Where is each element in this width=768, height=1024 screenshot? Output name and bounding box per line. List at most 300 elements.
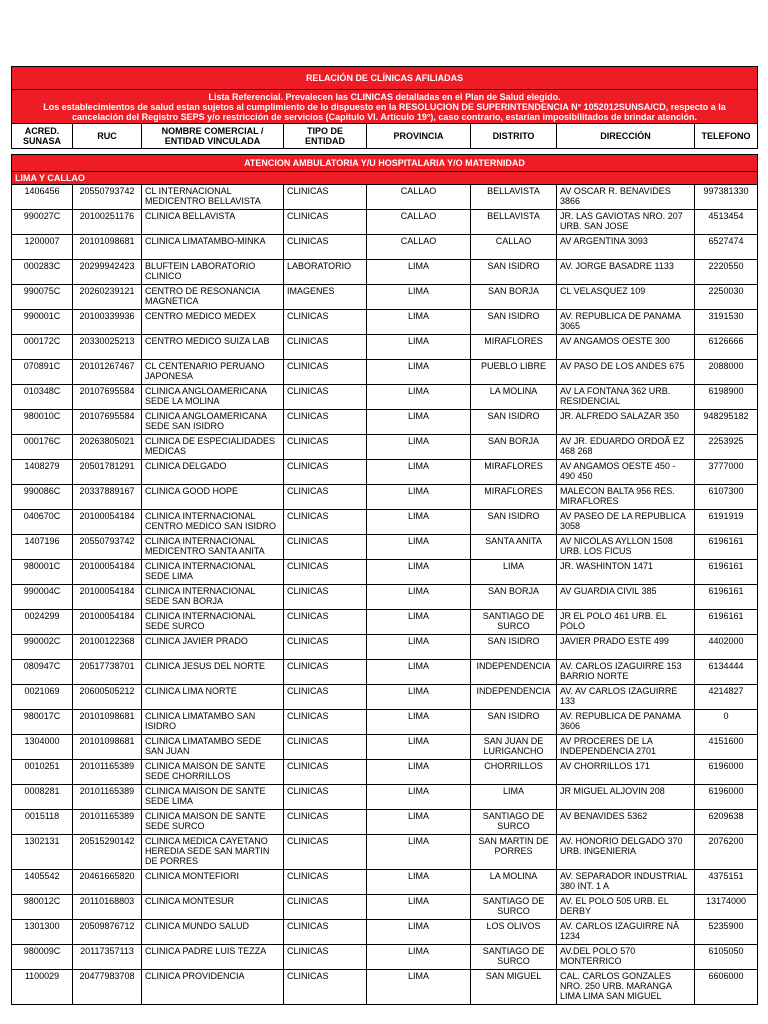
provincia-cell: LIMA: [367, 685, 471, 710]
acred-cell: 0024299: [12, 610, 73, 635]
direccion-cell: AV.DEL POLO 570 MONTERRICO: [557, 945, 695, 970]
ruc-cell: 20101165389: [73, 785, 142, 810]
nombre-cell: CLINICA DELGADO: [142, 460, 284, 485]
table-row: [12, 970, 758, 1005]
ruc-cell: 20101098681: [73, 735, 142, 760]
direccion-cell: AV GUARDIA CIVIL 385: [557, 585, 695, 610]
provincia-cell: LIMA: [367, 635, 471, 660]
nombre-cell: CLINICA LIMATAMBO SAN ISIDRO: [142, 710, 284, 735]
note-line-1: Lista Referencial. Prevalecen las CLINICAS detalladas en el Plan de Salud elegido.: [208, 91, 561, 102]
tipo-cell: CLINICAS: [284, 360, 367, 385]
telefono-cell: 6209638: [695, 810, 758, 835]
telefono-cell: 6198900: [695, 385, 758, 410]
acred-cell: 1200007: [12, 235, 73, 260]
ruc-cell: 20101165389: [73, 760, 142, 785]
tipo-cell: CLINICAS: [284, 560, 367, 585]
acred-cell: 070891C: [12, 360, 73, 385]
distrito-cell: INDEPENDENCIA: [471, 660, 557, 685]
provincia-cell: LIMA: [367, 260, 471, 285]
provincia-cell: LIMA: [367, 310, 471, 335]
acred-cell: 990075C: [12, 285, 73, 310]
telefono-cell: 3191530: [695, 310, 758, 335]
note-row: [12, 90, 758, 124]
provincia-cell: LIMA: [367, 760, 471, 785]
nombre-cell: BLUFTEIN LABORATORIO CLINICO: [142, 260, 284, 285]
nombre-cell: CLINICA INTERNACIONAL CENTRO MEDICO SAN ISIDRO: [142, 510, 284, 535]
nombre-cell: CLINICA MUNDO SALUD: [142, 920, 284, 945]
col-direccion: DIRECCIÓN: [557, 124, 695, 149]
acred-cell: 000176C: [12, 435, 73, 460]
direccion-cell: AV. EL POLO 505 URB. EL DERBY: [557, 895, 695, 920]
distrito-cell: LIMA: [471, 560, 557, 585]
distrito-cell: SAN BORJA: [471, 585, 557, 610]
distrito-cell: SANTIAGO DE SURCO: [471, 895, 557, 920]
distrito-cell: SAN ISIDRO: [471, 260, 557, 285]
direccion-cell: CAL. CARLOS GONZALES NRO. 250 URB. MARANGA LIMA LIMA SAN MIGUEL: [557, 970, 695, 1005]
acred-cell: 0008281: [12, 785, 73, 810]
distrito-cell: SAN JUAN DE LURIGANCHO: [471, 735, 557, 760]
distrito-cell: SAN ISIDRO: [471, 635, 557, 660]
telefono-cell: 6196000: [695, 760, 758, 785]
table-row: [12, 635, 758, 660]
telefono-cell: 4513454: [695, 210, 758, 235]
tipo-cell: CLINICAS: [284, 945, 367, 970]
provincia-cell: LIMA: [367, 585, 471, 610]
page-title: RELACIÓN DE CLÍNICAS AFILIADAS: [12, 67, 758, 90]
telefono-cell: 4151600: [695, 735, 758, 760]
table-row: [12, 485, 758, 510]
distrito-cell: SANTIAGO DE SURCO: [471, 810, 557, 835]
telefono-cell: 6126666: [695, 335, 758, 360]
ruc-cell: 20515290142: [73, 835, 142, 870]
ruc-cell: 20100054184: [73, 510, 142, 535]
table-row: [12, 410, 758, 435]
distrito-cell: SAN ISIDRO: [471, 510, 557, 535]
ruc-cell: 20117357113: [73, 945, 142, 970]
distrito-cell: CHORRILLOS: [471, 760, 557, 785]
distrito-cell: SANTIAGO DE SURCO: [471, 945, 557, 970]
distrito-cell: SAN BORJA: [471, 435, 557, 460]
direccion-cell: AV ANGAMOS OESTE 300: [557, 335, 695, 360]
acred-cell: 1407196: [12, 535, 73, 560]
telefono-cell: 4402000: [695, 635, 758, 660]
acred-cell: 000283C: [12, 260, 73, 285]
direccion-cell: JR. WASHINTON 1471: [557, 560, 695, 585]
ruc-cell: 20100054184: [73, 560, 142, 585]
direccion-cell: CL VELASQUEZ 109: [557, 285, 695, 310]
ruc-cell: 20337889167: [73, 485, 142, 510]
ruc-cell: 20101267467: [73, 360, 142, 385]
provincia-cell: LIMA: [367, 870, 471, 895]
telefono-cell: 4214827: [695, 685, 758, 710]
direccion-cell: JR EL POLO 461 URB. EL POLO: [557, 610, 695, 635]
tipo-cell: CLINICAS: [284, 510, 367, 535]
distrito-cell: LOS OLIVOS: [471, 920, 557, 945]
direccion-cell: AV. SEPARADOR INDUSTRIAL 380 INT. 1 A: [557, 870, 695, 895]
acred-cell: 000172C: [12, 335, 73, 360]
provincia-cell: LIMA: [367, 735, 471, 760]
distrito-cell: LA MOLINA: [471, 385, 557, 410]
tipo-cell: CLINICAS: [284, 335, 367, 360]
nombre-cell: CLINICA INTERNACIONAL MEDICENTRO SANTA ANITA: [142, 535, 284, 560]
ruc-cell: 20517738701: [73, 660, 142, 685]
table-row: [12, 510, 758, 535]
telefono-cell: 2253925: [695, 435, 758, 460]
distrito-cell: MIRAFLORES: [471, 335, 557, 360]
ruc-cell: 20461665820: [73, 870, 142, 895]
acred-cell: 980012C: [12, 895, 73, 920]
provincia-cell: LIMA: [367, 485, 471, 510]
nombre-cell: CENTRO MEDICO MEDEX: [142, 310, 284, 335]
tipo-cell: CLINICAS: [284, 635, 367, 660]
ruc-cell: 20299942423: [73, 260, 142, 285]
telefono-cell: 6196161: [695, 535, 758, 560]
telefono-cell: 6606000: [695, 970, 758, 1005]
table-row: [12, 660, 758, 685]
nombre-cell: CLINICA MAISON DE SANTE SEDE SURCO: [142, 810, 284, 835]
ruc-cell: 20101098681: [73, 235, 142, 260]
provincia-cell: LIMA: [367, 710, 471, 735]
distrito-cell: BELLAVISTA: [471, 210, 557, 235]
tipo-cell: CLINICAS: [284, 535, 367, 560]
table-row: [12, 870, 758, 895]
provincia-cell: LIMA: [367, 535, 471, 560]
direccion-cell: AV CHORRILLOS 171: [557, 760, 695, 785]
acred-cell: 1304000: [12, 735, 73, 760]
distrito-cell: INDEPENDENCIA: [471, 685, 557, 710]
distrito-cell: PUEBLO LIBRE: [471, 360, 557, 385]
ruc-cell: 20100122368: [73, 635, 142, 660]
direccion-cell: AV PASEO DE LA REPUBLICA 3058: [557, 510, 695, 535]
direccion-cell: AV NICOLAS AYLLON 1508 URB. LOS FICUS: [557, 535, 695, 560]
table-row: [12, 710, 758, 735]
table-row: [12, 945, 758, 970]
ruc-cell: 20550793742: [73, 535, 142, 560]
direccion-cell: JR MIGUEL ALJOVIN 208: [557, 785, 695, 810]
provincia-cell: LIMA: [367, 945, 471, 970]
tipo-cell: CLINICAS: [284, 835, 367, 870]
distrito-cell: SAN MARTIN DE PORRES: [471, 835, 557, 870]
acred-cell: 080947C: [12, 660, 73, 685]
tipo-cell: CLINICAS: [284, 585, 367, 610]
telefono-cell: 6105050: [695, 945, 758, 970]
nombre-cell: CENTRO DE RESONANCIA MAGNETICA: [142, 285, 284, 310]
section-title: ATENCION AMBULATORIA Y/U HOSPITALARIA Y/O MATERNIDAD: [12, 155, 758, 172]
table-row: [12, 210, 758, 235]
nombre-cell: CLINICA INTERNACIONAL SEDE LIMA: [142, 560, 284, 585]
tipo-cell: CLINICAS: [284, 970, 367, 1005]
table-row: [12, 385, 758, 410]
acred-cell: 980010C: [12, 410, 73, 435]
table-row: [12, 310, 758, 335]
nombre-cell: CLINICA MEDICA CAYETANO HEREDIA SEDE SAN MARTIN DE PORRES: [142, 835, 284, 870]
acred-cell: 990001C: [12, 310, 73, 335]
tipo-cell: CLINICAS: [284, 710, 367, 735]
acred-cell: 980017C: [12, 710, 73, 735]
distrito-cell: SANTA ANITA: [471, 535, 557, 560]
tipo-cell: CLINICAS: [284, 785, 367, 810]
acred-cell: 0015118: [12, 810, 73, 835]
nombre-cell: CLINICA BELLAVISTA: [142, 210, 284, 235]
tipo-cell: CLINICAS: [284, 920, 367, 945]
ruc-cell: 20501781291: [73, 460, 142, 485]
direccion-cell: AV PASO DE LOS ANDES 675: [557, 360, 695, 385]
distrito-cell: CALLAO: [471, 235, 557, 260]
ruc-cell: 20100339936: [73, 310, 142, 335]
acred-cell: 1405542: [12, 870, 73, 895]
table-row: [12, 785, 758, 810]
distrito-cell: BELLAVISTA: [471, 185, 557, 210]
nombre-cell: CLINICA LIMATAMBO-MINKA: [142, 235, 284, 260]
table-row: [12, 235, 758, 260]
telefono-cell: 3777000: [695, 460, 758, 485]
table-row: [12, 920, 758, 945]
nombre-cell: CLINICA JAVIER PRADO: [142, 635, 284, 660]
column-header-row: [12, 124, 758, 149]
group-row: [12, 172, 758, 185]
direccion-cell: JR. ALFREDO SALAZAR 350: [557, 410, 695, 435]
direccion-cell: AV. CARLOS IZAGUIRRE NÂ 1234: [557, 920, 695, 945]
provincia-cell: CALLAO: [367, 185, 471, 210]
ruc-cell: 20107695584: [73, 385, 142, 410]
tipo-cell: CLINICAS: [284, 460, 367, 485]
acred-cell: 990004C: [12, 585, 73, 610]
nombre-cell: CL CENTENARIO PERUANO JAPONESA: [142, 360, 284, 385]
tipo-cell: CLINICAS: [284, 385, 367, 410]
note-line-3: cancelación del Registro SEPS y/o restricción de servicios (Capitulo VI. Artículo 19°), caso contrario, estarían imposibilitados de brindar atención.: [72, 111, 697, 122]
acred-cell: 1406456: [12, 185, 73, 210]
telefono-cell: 948295182: [695, 410, 758, 435]
telefono-cell: 6527474: [695, 235, 758, 260]
nombre-cell: CENTRO MEDICO SUIZA LAB: [142, 335, 284, 360]
provincia-cell: LIMA: [367, 920, 471, 945]
ruc-cell: 20260239121: [73, 285, 142, 310]
direccion-cell: AV. REPUBLICA DE PANAMA 3606: [557, 710, 695, 735]
distrito-cell: SAN ISIDRO: [471, 410, 557, 435]
table-row: [12, 435, 758, 460]
telefono-cell: 2250030: [695, 285, 758, 310]
direccion-cell: AV ANGAMOS OESTE 450 - 490 450: [557, 460, 695, 485]
tipo-cell: CLINICAS: [284, 870, 367, 895]
distrito-cell: LA MOLINA: [471, 870, 557, 895]
distrito-cell: LIMA: [471, 785, 557, 810]
provincia-cell: LIMA: [367, 560, 471, 585]
distrito-cell: MIRAFLORES: [471, 485, 557, 510]
ruc-cell: 20550793742: [73, 185, 142, 210]
provincia-cell: CALLAO: [367, 210, 471, 235]
tipo-cell: IMAGENES: [284, 285, 367, 310]
section-row: [12, 155, 758, 172]
tipo-cell: CLINICAS: [284, 485, 367, 510]
nombre-cell: CLINICA LIMATAMBO SEDE SAN JUAN: [142, 735, 284, 760]
nombre-cell: CL INTERNACIONAL MEDICENTRO BELLAVISTA: [142, 185, 284, 210]
table-row: [12, 585, 758, 610]
tipo-cell: CLINICAS: [284, 310, 367, 335]
telefono-cell: 997381330: [695, 185, 758, 210]
provincia-cell: LIMA: [367, 335, 471, 360]
nombre-cell: CLINICA JESUS DEL NORTE: [142, 660, 284, 685]
acred-cell: 0010251: [12, 760, 73, 785]
distrito-cell: SAN MIGUEL: [471, 970, 557, 1005]
nombre-cell: CLINICA PROVIDENCIA: [142, 970, 284, 1005]
direccion-cell: AV ARGENTINA 3093: [557, 235, 695, 260]
telefono-cell: 2220550: [695, 260, 758, 285]
col-acred: ACRED. SUNASA: [12, 124, 73, 149]
provincia-cell: LIMA: [367, 835, 471, 870]
acred-cell: 990027C: [12, 210, 73, 235]
acred-cell: 1302131: [12, 835, 73, 870]
direccion-cell: AV. AV CARLOS IZAGUIRRE 133: [557, 685, 695, 710]
tipo-cell: CLINICAS: [284, 210, 367, 235]
acred-cell: 040670C: [12, 510, 73, 535]
direccion-cell: AV. HONORIO DELGADO 370 URB. INGENIERIA: [557, 835, 695, 870]
table-row: [12, 685, 758, 710]
nombre-cell: CLINICA INTERNACIONAL SEDE SAN BORJA: [142, 585, 284, 610]
ruc-cell: 20263805021: [73, 435, 142, 460]
table-row: [12, 185, 758, 210]
provincia-cell: LIMA: [367, 460, 471, 485]
acred-cell: 0021069: [12, 685, 73, 710]
nombre-cell: CLINICA LIMA NORTE: [142, 685, 284, 710]
col-ruc: RUC: [73, 124, 142, 149]
distrito-cell: SANTIAGO DE SURCO: [471, 610, 557, 635]
nombre-cell: CLINICA MONTEFIORI: [142, 870, 284, 895]
note-line-2: Los establecimientos de salud estan sujetos al cumplimiento de lo dispuesto en la RESOLUCION DE SUPERINTENDENCIA N° 1052012SUNSA/CD, respecto a la: [43, 101, 726, 112]
ruc-cell: 20107695584: [73, 410, 142, 435]
col-telefono: TELEFONO: [695, 124, 758, 149]
table-row: [12, 460, 758, 485]
table-row: [12, 735, 758, 760]
tipo-cell: CLINICAS: [284, 660, 367, 685]
ruc-cell: 20477983708: [73, 970, 142, 1005]
nombre-cell: CLINICA DE ESPECIALIDADES MEDICAS: [142, 435, 284, 460]
provincia-cell: LIMA: [367, 510, 471, 535]
table-row: [12, 360, 758, 385]
clinics-table: [11, 66, 758, 1005]
provincia-cell: LIMA: [367, 660, 471, 685]
group-title: LIMA Y CALLAO: [12, 172, 758, 185]
tipo-cell: CLINICAS: [284, 685, 367, 710]
table-row: [12, 810, 758, 835]
col-tipo: TIPO DE ENTIDAD: [284, 124, 367, 149]
table-row: [12, 285, 758, 310]
provincia-cell: LIMA: [367, 385, 471, 410]
ruc-cell: 20101165389: [73, 810, 142, 835]
table-row: [12, 335, 758, 360]
distrito-cell: SAN ISIDRO: [471, 310, 557, 335]
telefono-cell: 6196161: [695, 610, 758, 635]
acred-cell: 980001C: [12, 560, 73, 585]
table-row: [12, 760, 758, 785]
tipo-cell: LABORATORIO: [284, 260, 367, 285]
col-nombre: NOMBRE COMERCIAL / ENTIDAD VINCULADA: [142, 124, 284, 149]
ruc-cell: 20101098681: [73, 710, 142, 735]
provincia-cell: LIMA: [367, 360, 471, 385]
telefono-cell: 6191919: [695, 510, 758, 535]
telefono-cell: 4375151: [695, 870, 758, 895]
direccion-cell: AV. JORGE BASADRE 1133: [557, 260, 695, 285]
provincia-cell: CALLAO: [367, 235, 471, 260]
reference-note: [12, 90, 758, 124]
direccion-cell: AV PROCERES DE LA INDEPENDENCIA 2701: [557, 735, 695, 760]
provincia-cell: LIMA: [367, 435, 471, 460]
table-row: [12, 895, 758, 920]
col-distrito: DISTRITO: [471, 124, 557, 149]
telefono-cell: 0: [695, 710, 758, 735]
tipo-cell: CLINICAS: [284, 610, 367, 635]
telefono-cell: 2088000: [695, 360, 758, 385]
direccion-cell: AV. REPUBLICA DE PANAMA 3065: [557, 310, 695, 335]
provincia-cell: LIMA: [367, 895, 471, 920]
ruc-cell: 20330025213: [73, 335, 142, 360]
telefono-cell: 6107300: [695, 485, 758, 510]
nombre-cell: CLINICA MAISON DE SANTE SEDE LIMA: [142, 785, 284, 810]
provincia-cell: LIMA: [367, 610, 471, 635]
tipo-cell: CLINICAS: [284, 810, 367, 835]
table-row: [12, 535, 758, 560]
provincia-cell: LIMA: [367, 410, 471, 435]
nombre-cell: CLINICA INTERNACIONAL SEDE SURCO: [142, 610, 284, 635]
acred-cell: 990002C: [12, 635, 73, 660]
nombre-cell: CLINICA MAISON DE SANTE SEDE CHORRILLOS: [142, 760, 284, 785]
telefono-cell: 6196161: [695, 560, 758, 585]
tipo-cell: CLINICAS: [284, 410, 367, 435]
acred-cell: 1301300: [12, 920, 73, 945]
acred-cell: 1100029: [12, 970, 73, 1005]
distrito-cell: SAN BORJA: [471, 285, 557, 310]
telefono-cell: 5235900: [695, 920, 758, 945]
nombre-cell: CLINICA ANGLOAMERICANA SEDE SAN ISIDRO: [142, 410, 284, 435]
table-row: [12, 610, 758, 635]
provincia-cell: LIMA: [367, 810, 471, 835]
ruc-cell: 20110168803: [73, 895, 142, 920]
nombre-cell: CLINICA MONTESUR: [142, 895, 284, 920]
provincia-cell: LIMA: [367, 785, 471, 810]
provincia-cell: LIMA: [367, 285, 471, 310]
table-row: [12, 260, 758, 285]
direccion-cell: AV. CARLOS IZAGUIRRE 153 BARRIO NORTE: [557, 660, 695, 685]
direccion-cell: AV BENAVIDES 5362: [557, 810, 695, 835]
title-row: [12, 67, 758, 90]
table-row: [12, 835, 758, 870]
telefono-cell: 6196161: [695, 585, 758, 610]
table-row: [12, 560, 758, 585]
ruc-cell: 20100054184: [73, 610, 142, 635]
distrito-cell: MIRAFLORES: [471, 460, 557, 485]
acred-cell: 1408279: [12, 460, 73, 485]
ruc-cell: 20100251176: [73, 210, 142, 235]
nombre-cell: CLINICA GOOD HOPE: [142, 485, 284, 510]
tipo-cell: CLINICAS: [284, 735, 367, 760]
tipo-cell: CLINICAS: [284, 760, 367, 785]
acred-cell: 980009C: [12, 945, 73, 970]
direccion-cell: AV OSCAR R. BENAVIDES 3866: [557, 185, 695, 210]
ruc-cell: 20509876712: [73, 920, 142, 945]
direccion-cell: AV LA FONTANA 362 URB. RESIDENCIAL: [557, 385, 695, 410]
tipo-cell: CLINICAS: [284, 185, 367, 210]
tipo-cell: CLINICAS: [284, 435, 367, 460]
ruc-cell: 20100054184: [73, 585, 142, 610]
telefono-cell: 13174000: [695, 895, 758, 920]
direccion-cell: JAVIER PRADO ESTE 499: [557, 635, 695, 660]
tipo-cell: CLINICAS: [284, 895, 367, 920]
acred-cell: 010348C: [12, 385, 73, 410]
telefono-cell: 2076200: [695, 835, 758, 870]
nombre-cell: CLINICA PADRE LUIS TEZZA: [142, 945, 284, 970]
clinics-sheet: [11, 66, 757, 1005]
distrito-cell: SAN ISIDRO: [471, 710, 557, 735]
acred-cell: 990086C: [12, 485, 73, 510]
